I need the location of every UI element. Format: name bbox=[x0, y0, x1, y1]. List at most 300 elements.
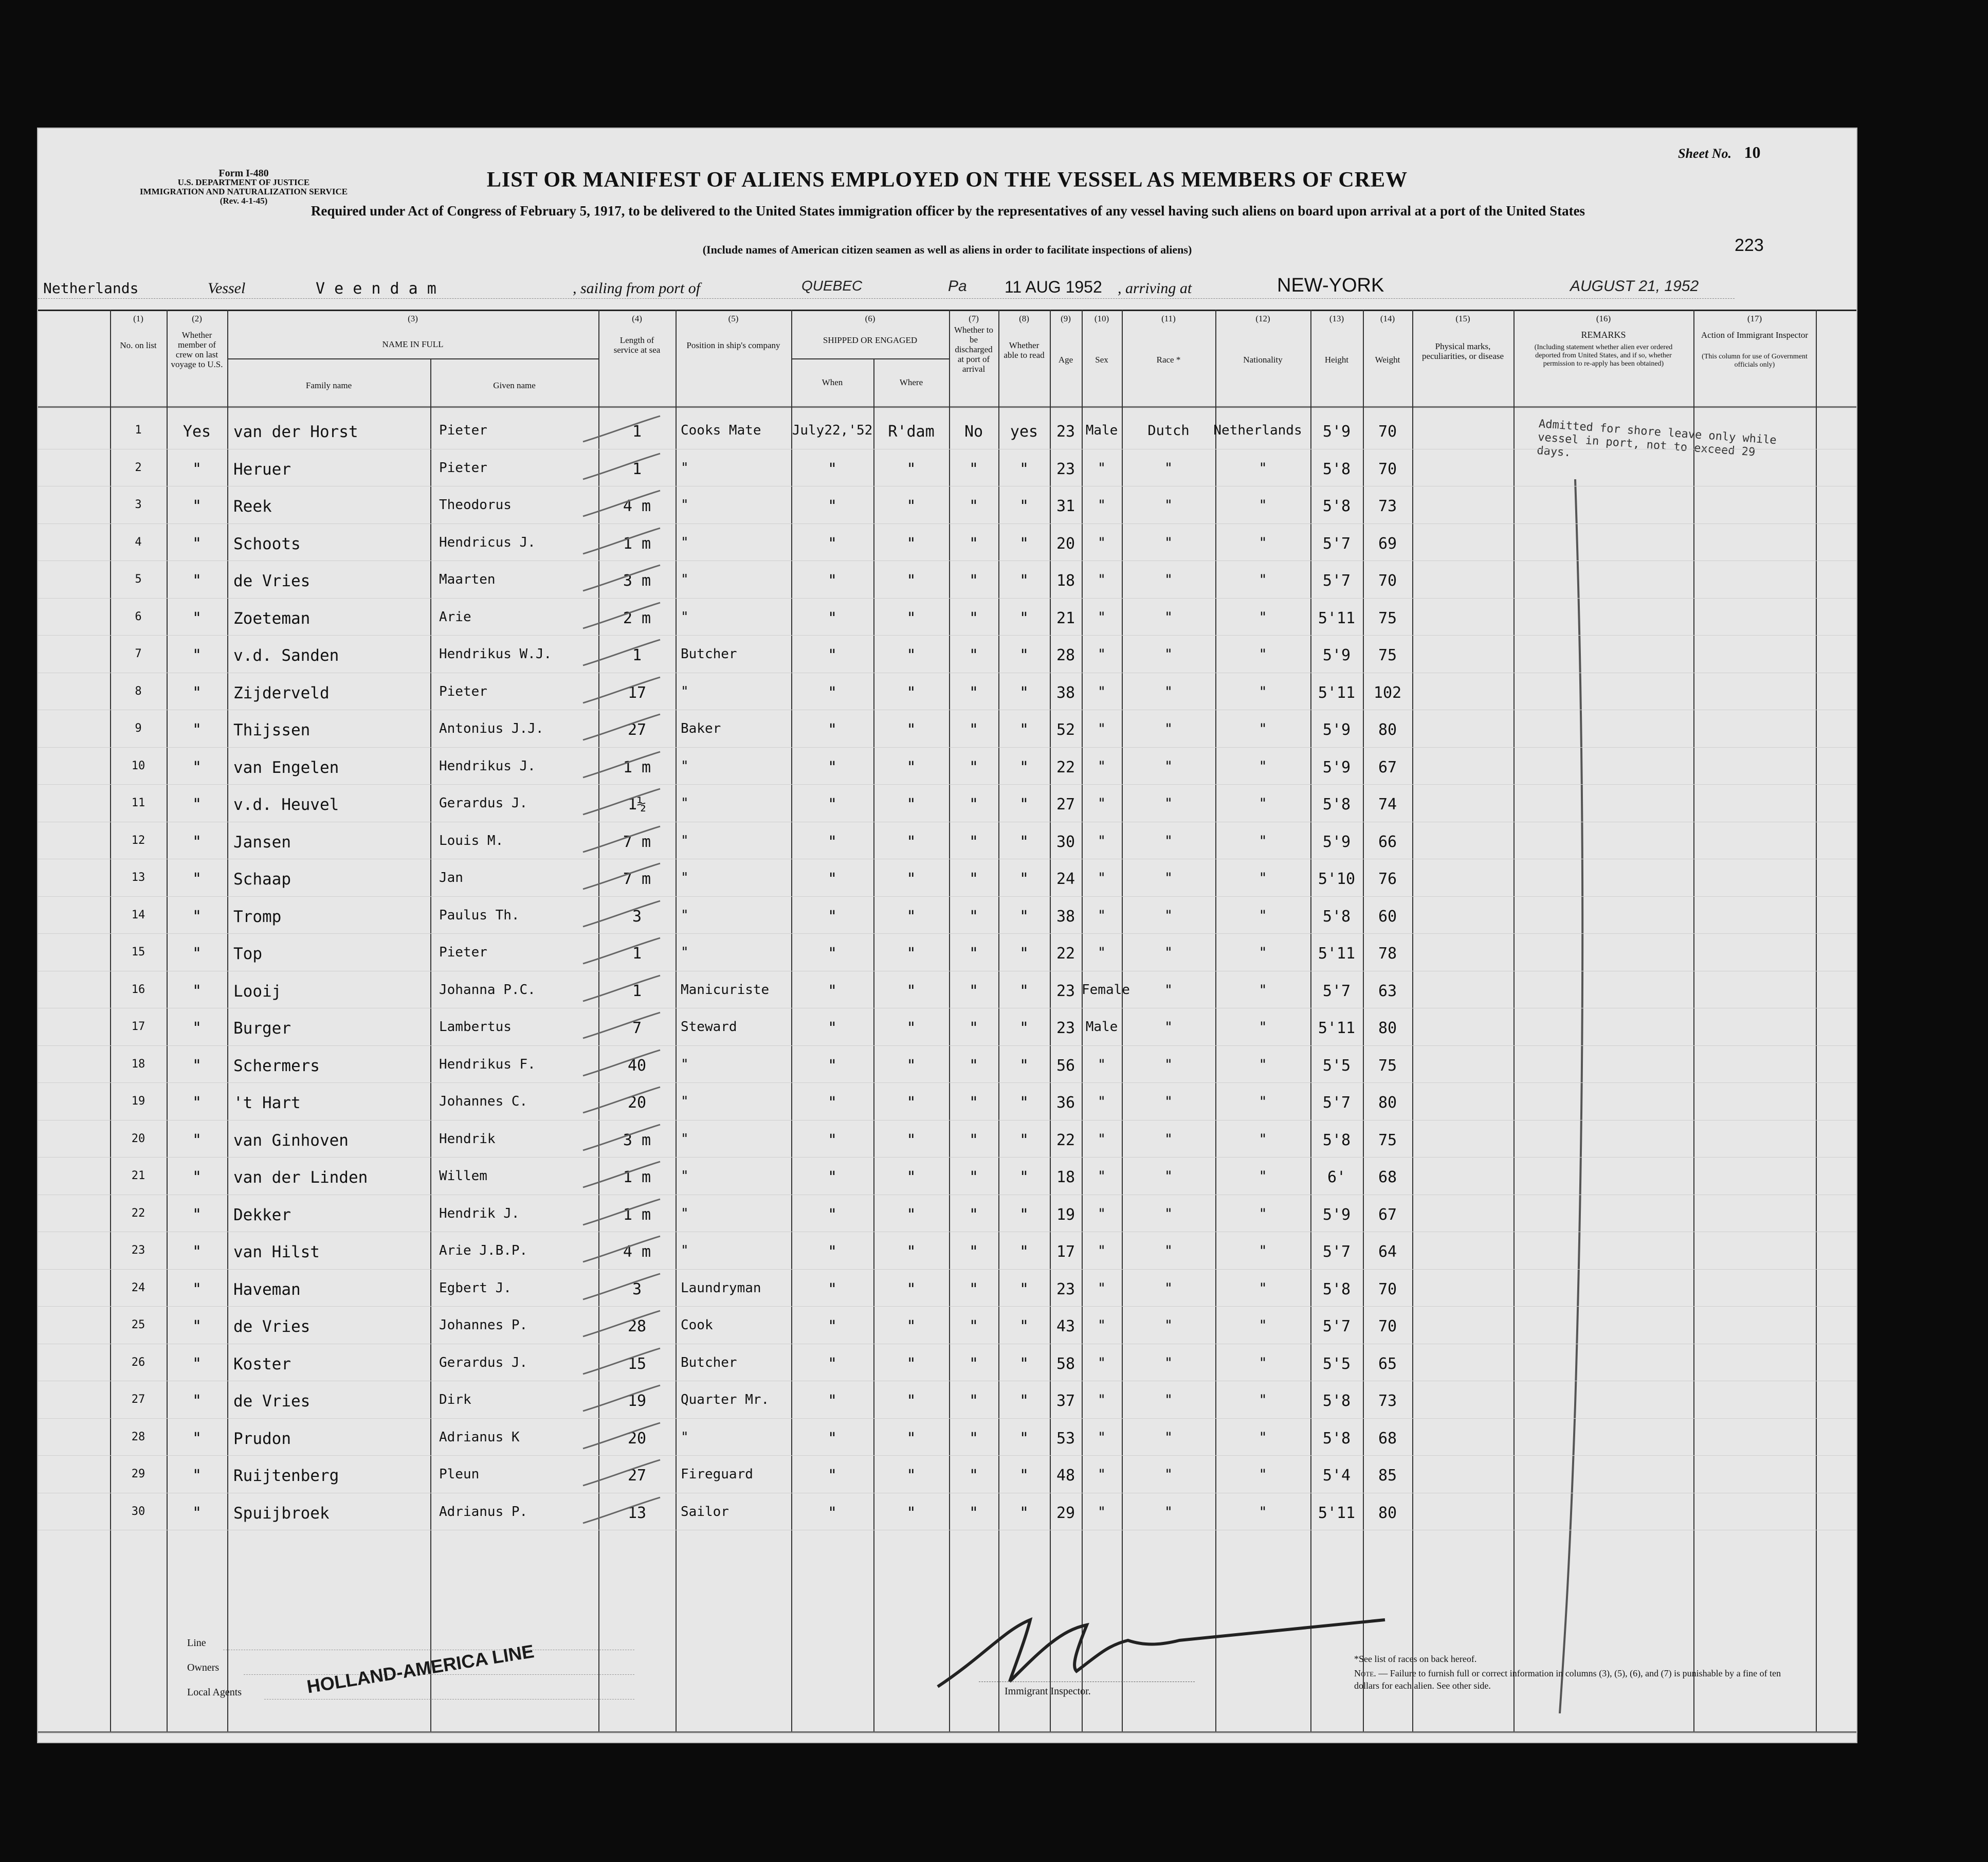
cell-height: 5'4 bbox=[1322, 1467, 1351, 1485]
cell-family: Tromp bbox=[233, 907, 282, 926]
cell-prev: " bbox=[192, 982, 202, 1000]
cell-position: " bbox=[681, 609, 689, 625]
cell-when: " bbox=[827, 646, 837, 664]
table-row bbox=[38, 1196, 1856, 1233]
cell-nationality: " bbox=[1259, 907, 1267, 924]
cell-given: Johannes C. bbox=[439, 1094, 528, 1109]
cell-height: 5'11 bbox=[1318, 609, 1356, 627]
table-bottom-border bbox=[38, 1731, 1856, 1733]
row-rule bbox=[38, 1306, 1856, 1307]
cell-nationality: " bbox=[1259, 870, 1267, 886]
cell-when: " bbox=[827, 1392, 837, 1410]
col-header-family: Family name bbox=[305, 381, 352, 390]
cell-weight: 80 bbox=[1378, 721, 1397, 739]
table-top-border bbox=[38, 310, 1856, 311]
cell-read: yes bbox=[1010, 423, 1038, 441]
cell-given: Jan bbox=[439, 870, 463, 885]
cell-height: 5'7 bbox=[1322, 534, 1351, 553]
cell-age: 29 bbox=[1056, 1504, 1075, 1522]
cell-discharged: " bbox=[969, 1467, 979, 1485]
cell-race: " bbox=[1164, 683, 1173, 700]
pencil-tick-mark bbox=[578, 1271, 665, 1302]
cell-nationality: " bbox=[1259, 1280, 1267, 1296]
cell-prev: " bbox=[192, 1019, 202, 1037]
cell-service: 7 m bbox=[623, 870, 651, 888]
cell-height: 5'5 bbox=[1322, 1056, 1351, 1075]
cell-race: " bbox=[1164, 758, 1173, 774]
cell-read: " bbox=[1019, 572, 1029, 590]
cell-no: 24 bbox=[131, 1281, 145, 1294]
cell-age: 38 bbox=[1056, 907, 1075, 926]
cell-given: Arie bbox=[439, 609, 471, 625]
cell-no: 30 bbox=[131, 1505, 145, 1518]
cell-service: 1 bbox=[632, 646, 642, 664]
cell-where: " bbox=[906, 1467, 916, 1485]
cell-weight: 80 bbox=[1378, 1094, 1397, 1112]
cell-position: " bbox=[681, 907, 689, 923]
cell-race: " bbox=[1164, 907, 1173, 924]
col-header-sex: Sex bbox=[1095, 355, 1108, 365]
col-header-where: Where bbox=[899, 377, 923, 387]
cell-where: " bbox=[906, 683, 916, 702]
cell-nationality: " bbox=[1259, 1056, 1267, 1073]
cell-read: " bbox=[1019, 683, 1029, 702]
cell-family: Jansen bbox=[233, 833, 291, 852]
cell-race: " bbox=[1164, 1504, 1173, 1520]
cell-no: 12 bbox=[131, 834, 145, 847]
cell-discharged: " bbox=[969, 497, 979, 515]
cell-service: 1 m bbox=[623, 534, 651, 553]
cell-family: de Vries bbox=[233, 1317, 311, 1336]
row-rule bbox=[38, 896, 1856, 897]
cell-given: Hendrikus J. bbox=[439, 758, 536, 774]
col-header-position: Position in ship's company bbox=[686, 340, 780, 350]
cell-discharged: " bbox=[969, 796, 979, 814]
cell-read: " bbox=[1019, 1317, 1029, 1335]
cell-service: 15 bbox=[627, 1354, 647, 1373]
cell-given: Johannes P. bbox=[439, 1317, 528, 1333]
cell-sex: " bbox=[1097, 833, 1106, 849]
col-num: (15) bbox=[1455, 314, 1470, 323]
voyage-line bbox=[38, 275, 1856, 301]
cell-where: R'dam bbox=[888, 423, 935, 441]
cell-prev: " bbox=[192, 460, 202, 478]
footer-owners-label: Owners bbox=[187, 1662, 220, 1673]
cell-weight: 75 bbox=[1378, 609, 1397, 627]
col-header-action: Action of Immigrant Inspector bbox=[1701, 330, 1809, 340]
pencil-tick-mark bbox=[578, 1159, 665, 1190]
cell-race: " bbox=[1164, 646, 1173, 662]
cell-age: 21 bbox=[1056, 609, 1075, 627]
cell-service: 3 m bbox=[623, 572, 651, 590]
cell-position: Fireguard bbox=[681, 1467, 753, 1482]
cell-service: 3 m bbox=[623, 1131, 651, 1149]
voyage-underline bbox=[38, 298, 1735, 299]
cell-prev: " bbox=[192, 833, 202, 851]
pencil-tick-mark bbox=[578, 1383, 665, 1414]
cell-given: Theodorus bbox=[439, 497, 512, 513]
cell-family: van der Linden bbox=[233, 1168, 368, 1187]
sheet-label: Sheet No. bbox=[1678, 146, 1731, 161]
crew-rows bbox=[38, 412, 1856, 1729]
cell-sex: " bbox=[1097, 1168, 1106, 1184]
cell-family: Ruijtenberg bbox=[233, 1467, 339, 1485]
arrival-port: NEW-YORK bbox=[1277, 275, 1384, 296]
cell-race: " bbox=[1164, 1094, 1173, 1110]
cell-age: 23 bbox=[1056, 423, 1075, 441]
departure-date-stamp: 11 AUG 1952 bbox=[1005, 278, 1102, 296]
cell-weight: 70 bbox=[1378, 423, 1397, 441]
cell-nationality: " bbox=[1259, 1243, 1267, 1259]
table-row bbox=[38, 785, 1856, 822]
cell-age: 53 bbox=[1056, 1429, 1075, 1448]
cell-prev: Yes bbox=[183, 423, 211, 441]
cell-given: Adrianus P. bbox=[439, 1504, 528, 1520]
cell-discharged: " bbox=[969, 1243, 979, 1261]
cell-no: 8 bbox=[135, 684, 142, 698]
page-stamp: 223 bbox=[1735, 236, 1764, 255]
cell-discharged: " bbox=[969, 1429, 979, 1448]
cell-height: 5'8 bbox=[1322, 1392, 1351, 1410]
cell-weight: 67 bbox=[1378, 758, 1397, 776]
table-row bbox=[38, 674, 1856, 711]
cell-age: 58 bbox=[1056, 1354, 1075, 1373]
col-header-when: When bbox=[822, 377, 843, 387]
cell-weight: 69 bbox=[1378, 534, 1397, 553]
col-header-no: No. on list bbox=[120, 340, 157, 350]
cell-when: " bbox=[827, 907, 837, 926]
cell-service: 1 m bbox=[623, 758, 651, 776]
cell-height: 5'9 bbox=[1322, 1205, 1351, 1224]
cell-where: " bbox=[906, 982, 916, 1000]
row-rule bbox=[38, 598, 1856, 599]
cell-sex: " bbox=[1097, 1317, 1106, 1333]
cell-age: 38 bbox=[1056, 683, 1075, 702]
cell-when: " bbox=[827, 1019, 837, 1037]
cell-discharged: " bbox=[969, 1280, 979, 1298]
form-number: Form I-480 bbox=[218, 168, 269, 179]
cell-where: " bbox=[906, 1168, 916, 1186]
col-num: (10) bbox=[1094, 314, 1109, 323]
cell-no: 21 bbox=[131, 1169, 145, 1182]
cell-age: 22 bbox=[1056, 1131, 1075, 1149]
pencil-tick-mark bbox=[578, 712, 665, 743]
cell-sex: Female bbox=[1082, 982, 1130, 998]
cell-age: 23 bbox=[1056, 460, 1075, 478]
cell-weight: 65 bbox=[1378, 1354, 1397, 1373]
cell-prev: " bbox=[192, 1131, 202, 1149]
cell-where: " bbox=[906, 1205, 916, 1224]
cell-no: 22 bbox=[131, 1206, 145, 1220]
cell-nationality: " bbox=[1259, 758, 1267, 774]
pencil-tick-mark bbox=[578, 451, 665, 482]
cell-nationality: " bbox=[1259, 572, 1267, 588]
cell-race: " bbox=[1164, 833, 1173, 849]
table-row bbox=[38, 599, 1856, 636]
cell-given: Pieter bbox=[439, 683, 487, 699]
cell-service: 4 m bbox=[623, 497, 651, 515]
cell-sex: " bbox=[1097, 870, 1106, 886]
cell-height: 6' bbox=[1327, 1168, 1346, 1186]
row-rule bbox=[38, 523, 1856, 524]
cell-no: 18 bbox=[131, 1057, 145, 1071]
cell-weight: 78 bbox=[1378, 945, 1397, 963]
col-header-height: Height bbox=[1324, 355, 1349, 365]
cell-height: 5'9 bbox=[1322, 423, 1351, 441]
cell-given: Gerardus J. bbox=[439, 796, 528, 811]
cell-service: 3 bbox=[632, 1280, 642, 1298]
cell-age: 17 bbox=[1056, 1243, 1075, 1261]
manifest-note: (Include names of American citizen seamen as well as aliens in order to facilitate inspections of aliens) bbox=[702, 243, 1192, 256]
cell-nationality: " bbox=[1259, 1205, 1267, 1222]
cell-no: 6 bbox=[135, 610, 142, 623]
col-header-discharged: Whether to be discharged at port of arrival bbox=[954, 325, 993, 374]
cell-service: 13 bbox=[627, 1504, 647, 1522]
cell-given: Egbert J. bbox=[439, 1280, 512, 1296]
cell-no: 17 bbox=[131, 1020, 145, 1033]
cell-weight: 63 bbox=[1378, 982, 1397, 1000]
revision: (Rev. 4-1-45) bbox=[220, 196, 268, 206]
cell-read: " bbox=[1019, 796, 1029, 814]
cell-when: " bbox=[827, 1280, 837, 1298]
pencil-tick-mark bbox=[578, 1122, 665, 1153]
col-header-nationality: Nationality bbox=[1243, 355, 1283, 365]
cell-height: 5'5 bbox=[1322, 1354, 1351, 1373]
manifest-title: LIST OR MANIFEST OF ALIENS EMPLOYED ON THE VESSEL AS MEMBERS OF CREW bbox=[486, 168, 1408, 192]
table-row bbox=[38, 1158, 1856, 1195]
col-num: (7) bbox=[969, 314, 979, 323]
cell-family: Schermers bbox=[233, 1056, 320, 1075]
cell-age: 36 bbox=[1056, 1094, 1075, 1112]
cell-prev: " bbox=[192, 1094, 202, 1112]
row-rule bbox=[38, 784, 1856, 785]
cell-nationality: " bbox=[1259, 833, 1267, 849]
cell-discharged: " bbox=[969, 460, 979, 478]
cell-read: " bbox=[1019, 982, 1029, 1000]
cell-sex: " bbox=[1097, 460, 1106, 476]
cell-read: " bbox=[1019, 497, 1029, 515]
table-row bbox=[38, 1494, 1856, 1531]
penalty-note bbox=[1354, 1667, 1807, 1692]
cell-service: 19 bbox=[627, 1392, 647, 1410]
row-rule bbox=[38, 635, 1856, 636]
cell-when: " bbox=[827, 497, 837, 515]
cell-weight: 102 bbox=[1373, 683, 1402, 702]
cell-given: Antonius J.J. bbox=[439, 721, 544, 736]
cell-no: 25 bbox=[131, 1318, 145, 1331]
cell-when: " bbox=[827, 572, 837, 590]
cell-race: " bbox=[1164, 945, 1173, 961]
cell-position: " bbox=[681, 683, 689, 699]
cell-where: " bbox=[906, 1131, 916, 1149]
service: IMMIGRATION AND NATURALIZATION SERVICE bbox=[139, 187, 348, 196]
cell-race: " bbox=[1164, 1354, 1173, 1371]
cell-discharged: " bbox=[969, 1056, 979, 1075]
cell-sex: " bbox=[1097, 534, 1106, 551]
cell-nationality: " bbox=[1259, 1504, 1267, 1520]
cell-position: Butcher bbox=[681, 1354, 737, 1370]
cell-position: " bbox=[681, 534, 689, 550]
cell-height: 5'7 bbox=[1322, 982, 1351, 1000]
pencil-tick-mark bbox=[578, 973, 665, 1004]
cell-position: Laundryman bbox=[681, 1280, 761, 1296]
cell-race: " bbox=[1164, 1392, 1173, 1408]
cell-when: " bbox=[827, 945, 837, 963]
cell-sex: " bbox=[1097, 758, 1106, 774]
cell-sex: " bbox=[1097, 683, 1106, 700]
cell-no: 29 bbox=[131, 1468, 145, 1480]
pencil-tick-mark bbox=[578, 1010, 665, 1041]
cell-nationality: " bbox=[1259, 534, 1267, 551]
cell-sex: " bbox=[1097, 1392, 1106, 1408]
cell-race: " bbox=[1164, 572, 1173, 588]
cell-age: 30 bbox=[1056, 833, 1075, 851]
cell-height: 5'9 bbox=[1322, 646, 1351, 664]
table-row bbox=[38, 972, 1856, 1009]
cell-discharged: " bbox=[969, 609, 979, 627]
cell-family: Haveman bbox=[233, 1280, 301, 1299]
cell-age: 20 bbox=[1056, 534, 1075, 553]
cell-sex: " bbox=[1097, 1280, 1106, 1296]
cell-no: 1 bbox=[135, 424, 142, 437]
pencil-tick-mark bbox=[578, 1197, 665, 1227]
cell-when: " bbox=[827, 609, 837, 627]
cell-given: Lambertus bbox=[439, 1019, 512, 1035]
cell-nationality: " bbox=[1259, 1094, 1267, 1110]
cell-when: " bbox=[827, 1094, 837, 1112]
cell-no: 14 bbox=[131, 908, 145, 921]
cell-age: 28 bbox=[1056, 646, 1075, 664]
cell-position: " bbox=[681, 1429, 689, 1445]
cell-prev: " bbox=[192, 1205, 202, 1224]
cell-given: Willem bbox=[439, 1168, 487, 1184]
cell-position: " bbox=[681, 1094, 689, 1109]
cell-race: " bbox=[1164, 1019, 1173, 1035]
cell-race: " bbox=[1164, 1056, 1173, 1073]
cell-race: " bbox=[1164, 982, 1173, 998]
col-header-age: Age bbox=[1058, 355, 1073, 365]
pencil-tick-mark bbox=[578, 898, 665, 929]
cell-no: 7 bbox=[135, 647, 142, 660]
cell-prev: " bbox=[192, 534, 202, 553]
cell-prev: " bbox=[192, 1317, 202, 1335]
cell-when: " bbox=[827, 1429, 837, 1448]
cell-read: " bbox=[1019, 1354, 1029, 1373]
cell-discharged: " bbox=[969, 758, 979, 776]
cell-height: 5'7 bbox=[1322, 1317, 1351, 1335]
cell-nationality: " bbox=[1259, 721, 1267, 737]
cell-read: " bbox=[1019, 1168, 1029, 1186]
cell-race: " bbox=[1164, 796, 1173, 811]
cell-weight: 73 bbox=[1378, 1392, 1397, 1410]
cell-discharged: " bbox=[969, 1131, 979, 1149]
cell-family: Dekker bbox=[233, 1205, 291, 1224]
cell-height: 5'11 bbox=[1318, 1019, 1356, 1037]
sheet-number-block bbox=[1678, 143, 1761, 162]
cell-read: " bbox=[1019, 945, 1029, 963]
table-row bbox=[38, 1270, 1856, 1307]
cell-service: 27 bbox=[627, 1467, 647, 1485]
cell-service: 1 bbox=[632, 982, 642, 1000]
pencil-tick-mark bbox=[578, 1308, 665, 1339]
cell-service: 27 bbox=[627, 721, 647, 739]
cell-when: " bbox=[827, 1467, 837, 1485]
cell-position: " bbox=[681, 572, 689, 587]
note-text: — Failure to furnish full or correct information in columns (3), (5), (6), and (7) is punishable by a fine of ten dollars for each alien. See other side. bbox=[1354, 1668, 1781, 1691]
arriving-label: , arriving at bbox=[1118, 280, 1192, 297]
cell-service: 20 bbox=[627, 1429, 647, 1448]
col-num: (8) bbox=[1019, 314, 1029, 323]
cell-prev: " bbox=[192, 945, 202, 963]
cell-nationality: " bbox=[1259, 683, 1267, 700]
row-rule bbox=[38, 747, 1856, 748]
cell-family: Reek bbox=[233, 497, 272, 516]
cell-when: " bbox=[827, 721, 837, 739]
cell-weight: 85 bbox=[1378, 1467, 1397, 1485]
cell-nationality: " bbox=[1259, 1392, 1267, 1408]
cell-prev: " bbox=[192, 796, 202, 814]
cell-service: 1 bbox=[632, 423, 642, 441]
cell-discharged: " bbox=[969, 982, 979, 1000]
pencil-tick-mark bbox=[578, 488, 665, 519]
col-num: (14) bbox=[1380, 314, 1395, 323]
cell-no: 9 bbox=[135, 722, 142, 735]
cell-prev: " bbox=[192, 758, 202, 776]
manifest-sheet bbox=[37, 128, 1857, 1743]
vessel-label: Vessel bbox=[208, 280, 246, 297]
pencil-tick-mark bbox=[578, 1457, 665, 1488]
pencil-tick-mark bbox=[578, 637, 665, 668]
cell-prev: " bbox=[192, 907, 202, 926]
cell-where: " bbox=[906, 1094, 916, 1112]
pencil-tick-mark bbox=[578, 1084, 665, 1115]
cell-age: 18 bbox=[1056, 572, 1075, 590]
cell-read: " bbox=[1019, 1280, 1029, 1298]
cell-read: " bbox=[1019, 870, 1029, 888]
cell-where: " bbox=[906, 460, 916, 478]
cell-service: 1 bbox=[632, 460, 642, 478]
cell-family: van Hilst bbox=[233, 1243, 320, 1261]
cell-where: " bbox=[906, 646, 916, 664]
cell-age: 31 bbox=[1056, 497, 1075, 515]
cell-no: 4 bbox=[135, 535, 142, 549]
row-rule bbox=[38, 1418, 1856, 1419]
cell-height: 5'9 bbox=[1322, 721, 1351, 739]
cell-race: " bbox=[1164, 497, 1173, 513]
cell-no: 3 bbox=[135, 498, 142, 511]
table-row bbox=[38, 1345, 1856, 1382]
cell-given: Pieter bbox=[439, 423, 487, 438]
manifest-subtitle: Required under Act of Congress of February 5, 1917, to be delivered to the United States immigration officer by the representatives of any vessel having such aliens on board upon arrival at a port of the United States bbox=[311, 203, 1585, 219]
sailing-label: , sailing from port of bbox=[573, 280, 701, 297]
cell-prev: " bbox=[192, 646, 202, 664]
cell-weight: 70 bbox=[1378, 460, 1397, 478]
cell-where: " bbox=[906, 758, 916, 776]
cell-service: 7 bbox=[632, 1019, 642, 1037]
cell-where: " bbox=[906, 907, 916, 926]
cell-position: " bbox=[681, 796, 689, 811]
cell-sex: " bbox=[1097, 497, 1106, 513]
cell-sex: Male bbox=[1085, 423, 1118, 438]
cell-sex: " bbox=[1097, 609, 1106, 625]
cell-nationality: " bbox=[1259, 1317, 1267, 1333]
cell-age: 48 bbox=[1056, 1467, 1075, 1485]
cell-given: Johanna P.C. bbox=[439, 982, 536, 998]
table-row bbox=[38, 1307, 1856, 1344]
cell-race: " bbox=[1164, 1131, 1173, 1147]
inspector-signature bbox=[922, 1610, 1411, 1692]
cell-given: Hendrik bbox=[439, 1131, 496, 1147]
